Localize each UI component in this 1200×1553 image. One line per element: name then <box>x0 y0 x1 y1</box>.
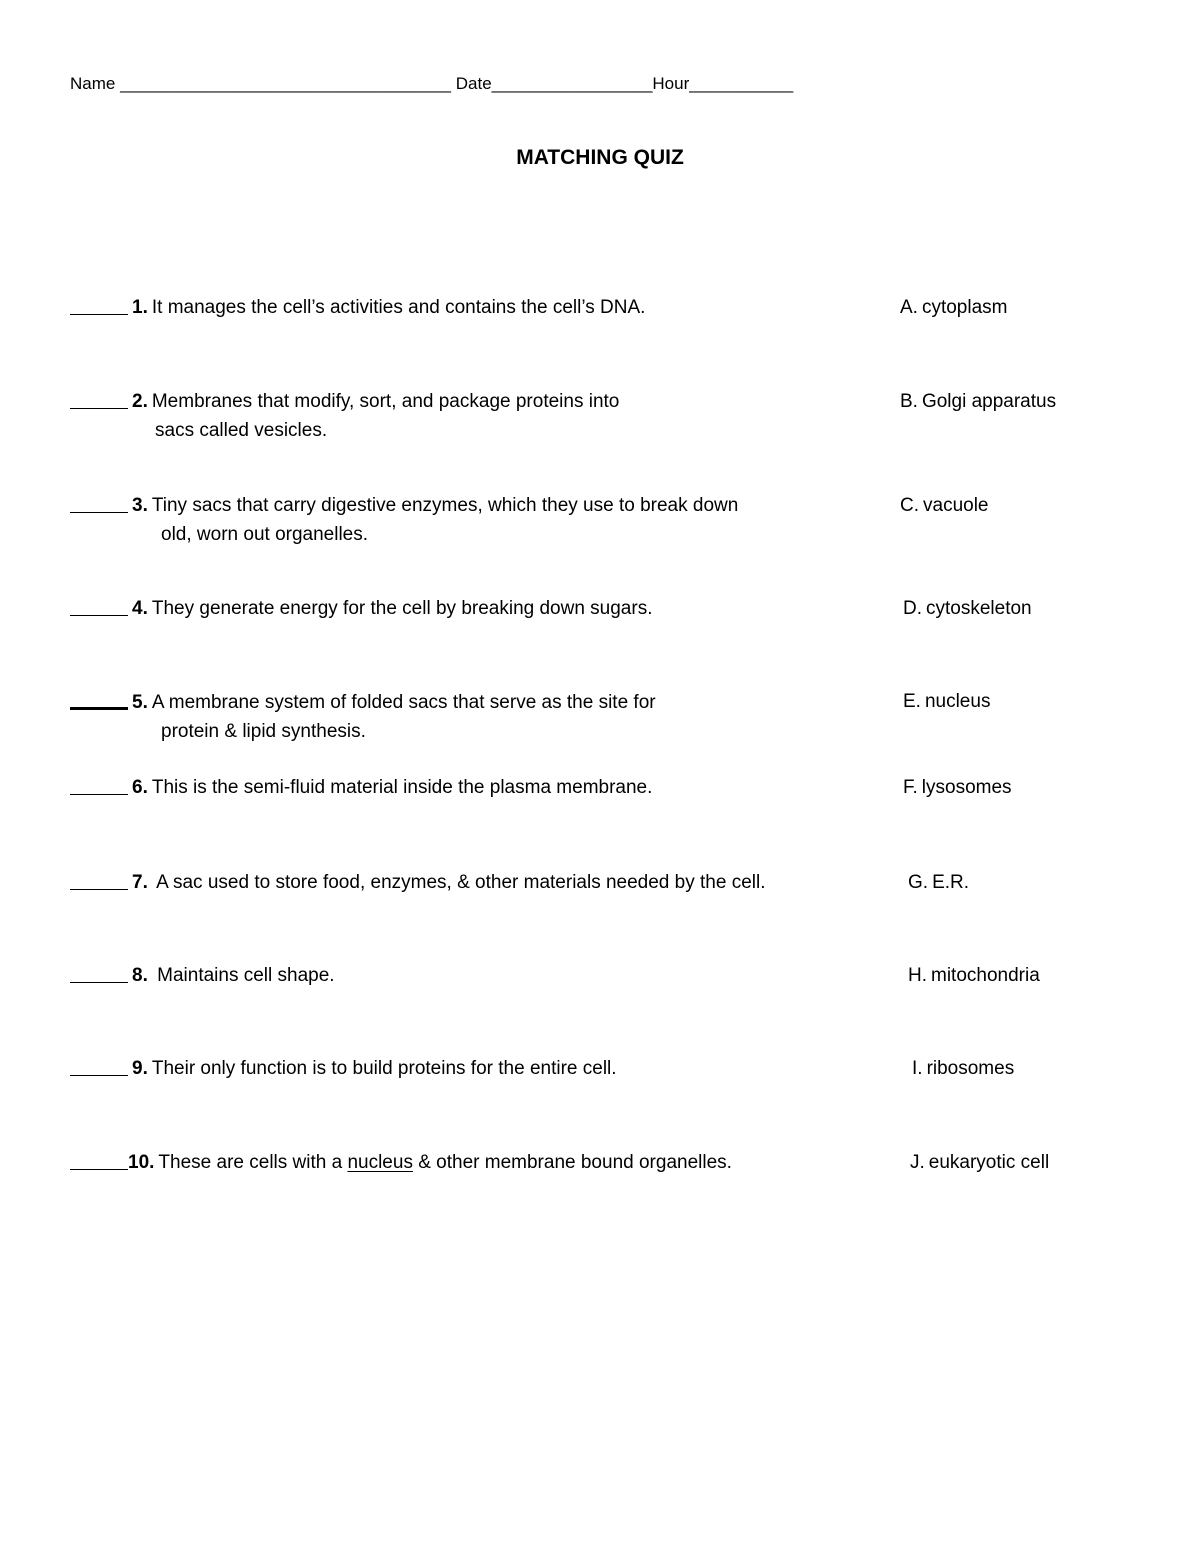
question-item <box>70 387 890 445</box>
hour-blank: ___________ <box>689 74 794 93</box>
answer-letter: A. <box>900 297 918 318</box>
answer-text: nucleus <box>924 691 991 712</box>
question-number: 4. <box>132 598 148 619</box>
underlined-term: nucleus <box>347 1152 413 1173</box>
question-number: 7. <box>132 872 148 893</box>
question-number: 1. <box>132 297 148 318</box>
question-item <box>70 491 890 549</box>
answer-blank <box>70 492 128 513</box>
question-text-cont: sacs called vesicles. <box>155 420 328 441</box>
question-item <box>70 868 890 897</box>
answer-letter: C. <box>900 495 919 516</box>
question-text: This is the semi-fluid material inside the plasma membrane. <box>151 777 653 798</box>
answer-text: eukaryotic cell <box>928 1152 1050 1173</box>
answer-choice <box>903 687 990 716</box>
answer-choice <box>908 961 1040 990</box>
question-text: Maintains cell shape. <box>151 965 335 986</box>
question-text: They generate energy for the cell by breaking down sugars. <box>151 598 653 619</box>
answer-letter: D. <box>903 598 922 619</box>
hour-label: Hour <box>652 74 690 93</box>
answer-letter: I. <box>912 1058 923 1079</box>
question-text: A sac used to store food, enzymes, & other materials needed by the cell. <box>151 872 766 893</box>
question-text: It manages the cell’s activities and contains the cell’s DNA. <box>151 297 646 318</box>
name-blank: ___________________________________ <box>120 74 452 93</box>
header-fields <box>70 74 793 94</box>
question-number: 10. <box>128 1152 155 1173</box>
answer-blank <box>70 869 128 890</box>
answer-blank <box>70 1149 128 1170</box>
answer-text: cytoplasm <box>921 297 1008 318</box>
date-label: Date <box>455 74 492 93</box>
question-number: 8. <box>132 965 148 986</box>
question-number: 6. <box>132 777 148 798</box>
answer-text: lysosomes <box>921 777 1012 798</box>
answer-letter: B. <box>900 391 918 412</box>
question-item <box>70 1148 890 1177</box>
answer-choice <box>903 594 1032 623</box>
question-item <box>70 594 890 623</box>
answer-letter: G. <box>908 872 929 893</box>
answer-choice <box>903 773 1012 802</box>
name-label: Name <box>70 74 116 93</box>
answer-choice <box>900 293 1007 322</box>
answer-text: Golgi apparatus <box>921 391 1057 412</box>
question-item <box>70 687 890 746</box>
answer-letter: E. <box>903 691 921 712</box>
page-title: MATCHING QUIZ <box>516 146 684 169</box>
answer-text: mitochondria <box>931 965 1040 986</box>
answer-choice <box>910 1148 1049 1177</box>
question-item <box>70 773 890 802</box>
answer-letter: J. <box>910 1152 925 1173</box>
answer-blank <box>70 774 128 795</box>
answer-text: cytoskeleton <box>926 598 1032 619</box>
question-item <box>70 961 890 990</box>
question-text-cont: protein & lipid synthesis. <box>161 721 366 742</box>
answer-blank <box>70 294 128 315</box>
question-text: A membrane system of folded sacs that serve as the site for <box>151 692 656 713</box>
answer-blank <box>70 1055 128 1076</box>
question-text: Tiny sacs that carry digestive enzymes, which they use to break down <box>151 495 739 516</box>
question-text-end: & other membrane bound organelles. <box>412 1152 732 1173</box>
answer-choice <box>900 491 989 520</box>
date-blank: _________________ <box>491 74 653 93</box>
answer-letter: H. <box>908 965 927 986</box>
answer-blank <box>70 687 128 710</box>
answer-choice <box>908 868 969 897</box>
question-item <box>70 293 890 322</box>
question-item <box>70 1054 890 1083</box>
answer-choice <box>900 387 1056 416</box>
answer-blank <box>70 962 128 983</box>
answer-choice <box>912 1054 1014 1083</box>
answer-text: vacuole <box>923 495 989 516</box>
answer-letter: F. <box>903 777 918 798</box>
question-number: 9. <box>132 1058 148 1079</box>
question-text: Membranes that modify, sort, and package proteins into <box>151 391 620 412</box>
question-number: 3. <box>132 495 148 516</box>
question-text: Their only function is to build proteins for the entire cell. <box>151 1058 617 1079</box>
question-number: 2. <box>132 391 148 412</box>
question-text: These are cells with a <box>158 1152 348 1173</box>
answer-blank <box>70 595 128 616</box>
answer-blank <box>70 388 128 409</box>
answer-text: ribosomes <box>926 1058 1015 1079</box>
question-text-cont: old, worn out organelles. <box>161 524 369 545</box>
question-number: 5. <box>132 692 148 713</box>
answer-text: E.R. <box>932 872 970 893</box>
